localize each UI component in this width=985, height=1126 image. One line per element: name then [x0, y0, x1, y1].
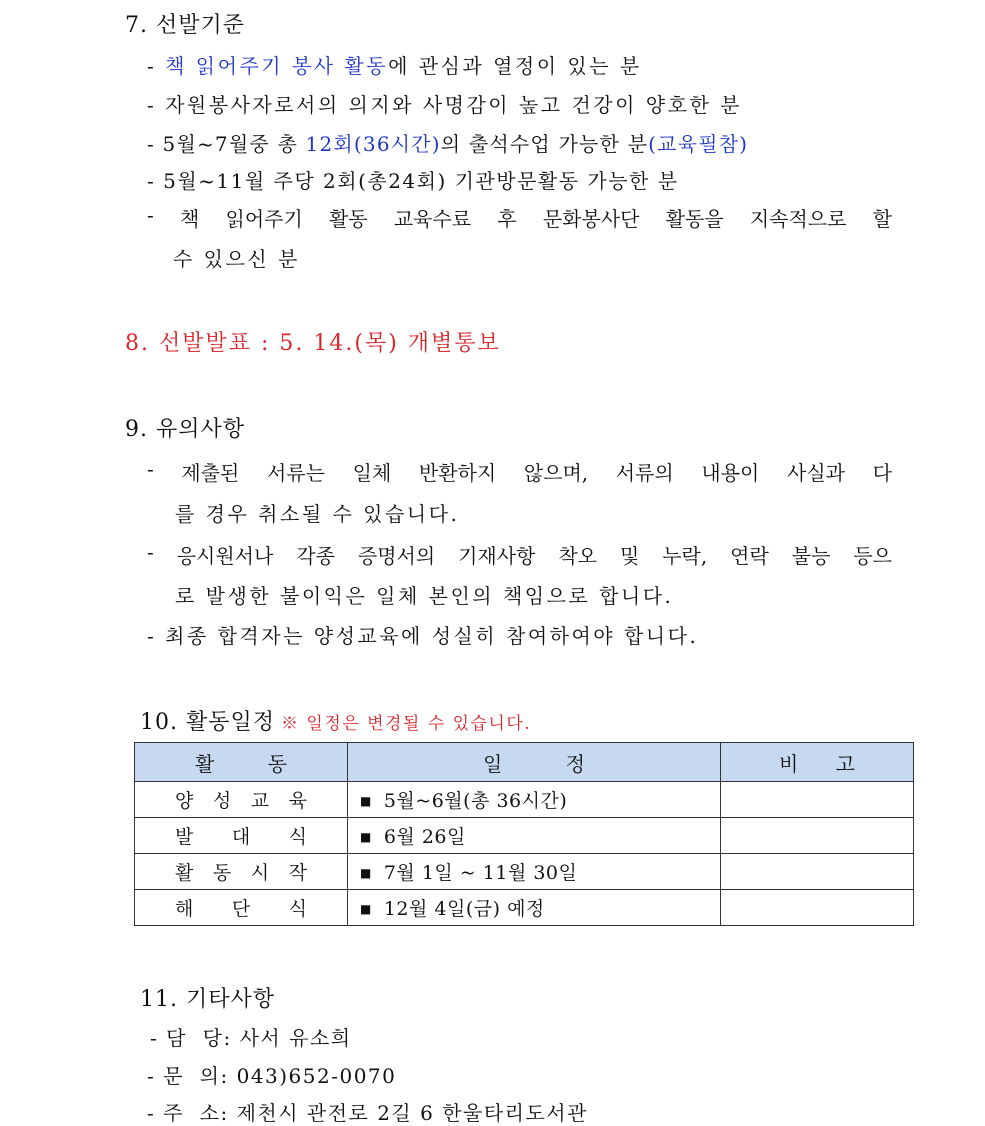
- remark-cell: [721, 854, 914, 890]
- remark-cell: [721, 890, 914, 926]
- section-10-title: 10. 활동일정 ※ 일정은 변경될 수 있습니다.: [140, 710, 532, 735]
- schedule-cell: ■ 5월~6월(총 36시간): [348, 782, 721, 818]
- section-7-item-2: - 자원봉사자로서의 의지와 사명감이 높고 건강이 양호한 분: [147, 93, 742, 117]
- highlight-blue: 책 읽어주기 봉사 활동: [165, 54, 389, 78]
- header-remark: 비 고: [721, 743, 914, 782]
- section-9-item-2: - 응시원서나 각종 증명서의 기재사항 착오 및 누락, 연락 불능 등으: [147, 540, 892, 568]
- section-7-item-1: - 책 읽어주기 봉사 활동에 관심과 열정이 있는 분: [147, 54, 642, 78]
- section-9-item-3: - 최종 합격자는 양성교육에 성실히 참여하여야 합니다.: [147, 624, 699, 648]
- section-9-item-1: - 제출된 서류는 일체 반환하지 않으며, 서류의 내용이 사실과 다: [147, 457, 892, 485]
- section-9-item-2-cont: 로 발생한 불이익은 일체 본인의 책임으로 합니다.: [175, 584, 674, 608]
- contact-person: - 담 당: 사서 유소희: [150, 1026, 352, 1050]
- header-schedule: 일 정: [348, 743, 721, 782]
- square-bullet-icon: ■: [360, 830, 372, 844]
- activity-schedule-table: [134, 742, 914, 926]
- section-11-title: 11. 기타사항: [140, 987, 275, 1012]
- section-7-title: 7. 선발기준: [125, 13, 245, 38]
- section-7-item-4: - 5월~11월 주당 2회(총24회) 기관방문활동 가능한 분: [147, 169, 679, 193]
- header-activity: 활 동: [135, 743, 348, 782]
- table-row: [135, 854, 914, 890]
- schedule-cell: ■ 6월 26일: [348, 818, 721, 854]
- table-row: [135, 818, 914, 854]
- highlight-blue: (교육필참): [648, 132, 749, 156]
- section-7-item-5: - 책 읽어주기 활동 교육수료 후 문화봉사단 활동을 지속적으로 할: [147, 203, 892, 231]
- activity-cell: 해 단 식: [135, 890, 348, 926]
- remark-cell: [721, 782, 914, 818]
- schedule-cell: ■ 7월 1일 ~ 11월 30일: [348, 854, 721, 890]
- schedule-change-note: ※ 일정은 변경될 수 있습니다.: [281, 714, 532, 734]
- square-bullet-icon: ■: [360, 902, 372, 916]
- table-header-row: [135, 743, 914, 782]
- section-7-item-3: - 5월~7월중 총 12회(36시간)의 출석수업 가능한 분(교육필참): [147, 132, 749, 156]
- table-row: [135, 782, 914, 818]
- activity-cell: 발 대 식: [135, 818, 348, 854]
- contact-phone: - 문 의: 043)652-0070: [147, 1064, 397, 1088]
- schedule-cell: ■ 12월 4일(금) 예정: [348, 890, 721, 926]
- table-row: [135, 890, 914, 926]
- section-7-item-5-cont: 수 있으신 분: [173, 247, 300, 271]
- activity-cell: 활 동 시 작: [135, 854, 348, 890]
- section-8-title: 8. 선발발표 : 5. 14.(목) 개별통보: [125, 331, 501, 356]
- section-9-item-1-cont: 를 경우 취소될 수 있습니다.: [175, 502, 460, 526]
- square-bullet-icon: ■: [360, 866, 372, 880]
- remark-cell: [721, 818, 914, 854]
- square-bullet-icon: ■: [360, 794, 372, 808]
- activity-cell: 양 성 교 육: [135, 782, 348, 818]
- highlight-blue: 12회(36시간): [305, 132, 441, 156]
- section-9-title: 9. 유의사항: [125, 417, 245, 442]
- contact-address: - 주 소: 제천시 관전로 2길 6 한울타리도서관: [147, 1101, 588, 1125]
